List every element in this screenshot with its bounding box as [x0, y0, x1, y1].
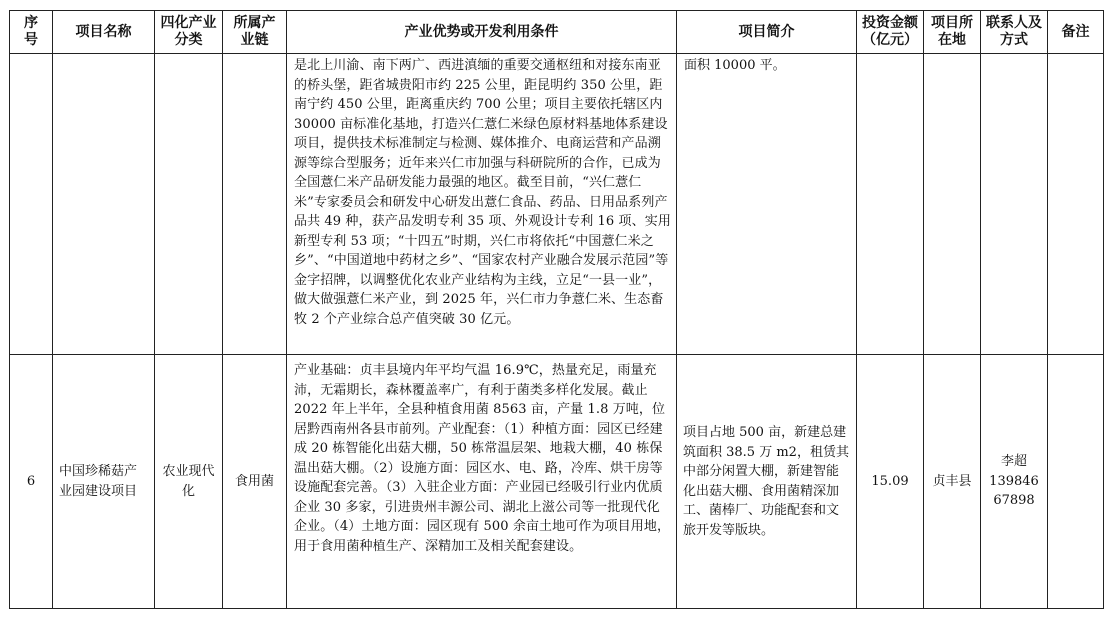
table-row-continued: [10, 54, 1104, 355]
header-name: 项目名称: [53, 11, 155, 54]
project-table-sheet: [9, 10, 1104, 609]
header-investment: 投资金额（亿元）: [857, 11, 924, 54]
row6-intro: 项目占地 500 亩，新建总建筑面积 38.5 万 m2，租赁其中部分闲置大棚，新建智能化出菇大棚、食用菌精深加工、菌棒厂、功能配套和文旅开发等版块。: [677, 355, 857, 609]
project-table: [9, 10, 1104, 609]
cell-chain: [223, 54, 287, 355]
cell-name: [53, 54, 155, 355]
header-advantages: 产业优势或开发利用条件: [287, 11, 677, 54]
header-remark: 备注: [1048, 11, 1104, 54]
row6-category: 农业现代化: [155, 355, 223, 609]
cell-investment: [857, 54, 924, 355]
row6-name: 中国珍稀菇产业园建设项目: [53, 355, 155, 609]
advantages-text: 是北上川渝、南下两广、西进滇缅的重要交通枢纽和对接东南亚的桥头堡，距省城贵阳市约 225 公里，距昆明约 350 公里，距南宁约 450 公里，距离重庆约 700 公里；项目主要依托辖区内 30000 亩标准化基地，打造兴仁薏仁米绿色原材料基地体系建设项目，提供技术标准制定与检测、媒体推介、电商运营和产品溯源等综合型服务；近年来兴仁市加强与科研院所的合作，已成为全国薏仁米产品研发能力最强的地区。截至目前，“兴仁薏仁米”专家委员会和研发中心研发出薏仁食品、药品、日用品系列产品共 49 种，获产品发明专利 35 项、外观设计专利 16 项、实用新型专利 53 项；“十四五”时期，兴仁市将依托“中国薏仁米之乡”、“中国道地中药材之乡”、“国家农村产业融合发展示范园”等金字招牌，以调整优化农业产业结构为主线，立足“一县一业”，做大做强薏仁米产业，到 2025 年，兴仁市力争薏仁米、生态畜牧 2 个产业综合总产值突破 30 亿元。: [294, 58, 671, 327]
cell-no: [10, 54, 53, 355]
header-chain: 所属产业链: [223, 11, 287, 54]
contact-name: 李超: [1000, 454, 1027, 470]
row6-advantages-text: 产业基础：贞丰县境内年平均气温 16.9℃，热量充足，雨量充沛，无霜期长，森林覆盖率广，有利于菌类多样化发展。截止 2022 年上半年，全县种植食用菌 8563 亩，产量 1.8 万吨，位居黔西南州各县市前列。产业配套：（1）种植方面：园区已经建成 20 栋智能化出菇大棚，50 栋常温层架、地栽大棚，40 栋保温出菇大棚。（2）设施方面：园区水、电、路，冷库、烘干房等设施配套完善。（3）入驻企业方面：产业园已经吸引行业内优质企业 30 多家，引进贵州丰源公司、湖北上滋公司等一批现代化企业。（4）土地方面：园区现有 500 余亩土地可作为项目用地，用于食用菌种植生产、深精加工及相关配套建设。: [294, 363, 671, 554]
cell-intro: [677, 54, 857, 355]
cell-contact: [981, 54, 1048, 355]
contact-phone: 13984667898: [989, 473, 1039, 509]
row6-location: 贞丰县: [924, 355, 981, 609]
header-contact: 联系人及方式: [981, 11, 1048, 54]
header-row: [10, 11, 1104, 54]
row6-remark: [1048, 355, 1104, 609]
row6-contact: [981, 355, 1048, 609]
table-row-6: [10, 355, 1104, 609]
header-intro: 项目简介: [677, 11, 857, 54]
row6-chain: 食用菌: [223, 355, 287, 609]
header-category: 四化产业分类: [155, 11, 223, 54]
cell-location: [924, 54, 981, 355]
row6-advantages: [287, 355, 677, 609]
header-location: 项目所在地: [924, 11, 981, 54]
header-no: 序号: [10, 11, 53, 54]
intro-text: 面积 10000 平。: [684, 58, 786, 73]
row6-no: 6: [10, 355, 53, 609]
cell-category: [155, 54, 223, 355]
row6-investment: 15.09: [857, 355, 924, 609]
cell-advantages: [287, 54, 677, 355]
cell-remark: [1048, 54, 1104, 355]
